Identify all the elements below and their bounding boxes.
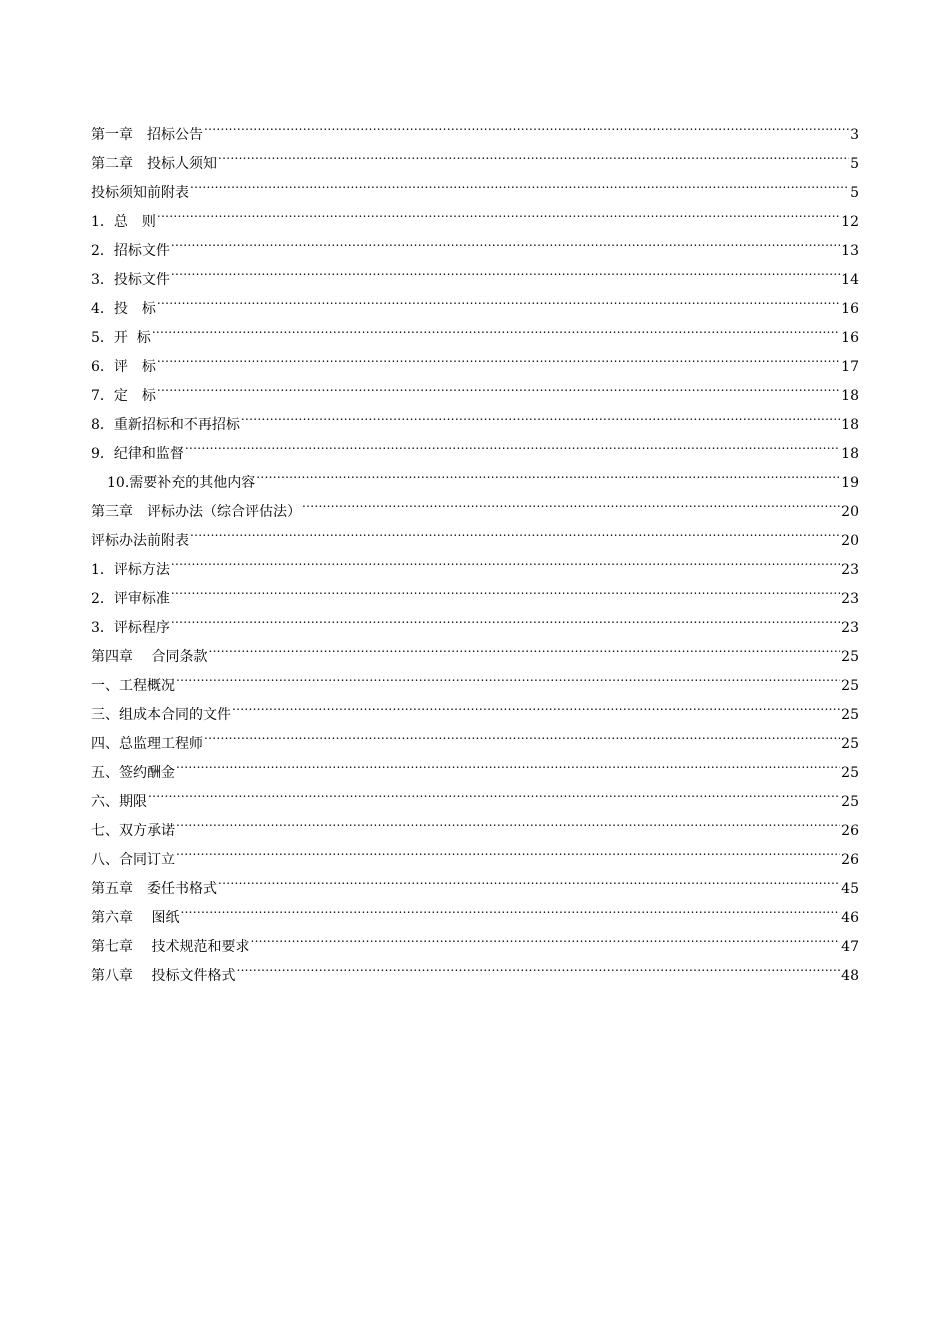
toc-entry[interactable]: [91, 806, 859, 839]
toc-entry[interactable]: [91, 342, 859, 375]
toc-entry[interactable]: [91, 284, 859, 317]
toc-entry-title: 5．开 标: [91, 330, 151, 346]
toc-dot-leader: [190, 516, 840, 545]
toc-entry[interactable]: [91, 168, 859, 201]
toc-entry-page: 25: [841, 649, 859, 665]
toc-entry[interactable]: [91, 603, 859, 636]
toc-entry[interactable]: [91, 661, 859, 694]
toc-entry[interactable]: [91, 400, 859, 433]
toc-entry[interactable]: [91, 922, 859, 955]
toc-dot-leader: [250, 922, 840, 951]
toc-dot-leader: [176, 806, 840, 835]
table-of-contents: [91, 110, 859, 984]
toc-entry-page: 3: [850, 127, 859, 143]
toc-entry[interactable]: [91, 632, 859, 665]
toc-dot-leader: [171, 545, 840, 574]
toc-dot-leader: [171, 574, 840, 603]
toc-entry[interactable]: [91, 893, 859, 926]
toc-entry-page: 5: [850, 156, 859, 172]
toc-entry[interactable]: [91, 835, 859, 868]
toc-entry-page: 25: [841, 707, 859, 723]
toc-dot-leader: [180, 893, 840, 922]
toc-entry-title: 4．投 标: [91, 301, 156, 317]
toc-entry[interactable]: [91, 139, 859, 172]
toc-entry-title: 7．定 标: [91, 388, 156, 404]
toc-dot-leader: [236, 951, 840, 980]
toc-dot-leader: [171, 255, 840, 284]
toc-entry-title: 第五章 委任书格式: [91, 881, 217, 897]
toc-dot-leader: [171, 603, 840, 632]
toc-entry[interactable]: [91, 371, 859, 404]
toc-entry-title: 第四章 合同条款: [91, 649, 208, 665]
toc-entry-page: 25: [841, 765, 859, 781]
toc-dot-leader: [204, 110, 849, 139]
toc-entry[interactable]: [91, 313, 859, 346]
toc-entry-page: 20: [841, 504, 859, 520]
toc-entry-title: 第六章 图纸: [91, 910, 180, 926]
toc-dot-leader: [204, 719, 840, 748]
toc-entry-title: 第八章 投标文件格式: [91, 968, 236, 984]
toc-entry[interactable]: [91, 748, 859, 781]
toc-dot-leader: [208, 632, 840, 661]
toc-entry-title: 10.需要补充的其他内容: [107, 475, 256, 491]
toc-dot-leader: [232, 690, 840, 719]
toc-entry[interactable]: [91, 777, 859, 810]
toc-entry-title: 七、双方承诺: [91, 823, 175, 839]
toc-entry-page: 19: [841, 475, 859, 491]
toc-entry-page: 46: [841, 910, 859, 926]
toc-entry-title: 评标办法前附表: [91, 533, 189, 549]
toc-entry-page: 25: [841, 794, 859, 810]
toc-dot-leader: [190, 168, 849, 197]
toc-entry-page: 18: [841, 417, 859, 433]
toc-entry-page: 47: [841, 939, 859, 955]
toc-entry[interactable]: [91, 545, 859, 578]
toc-dot-leader: [171, 226, 840, 255]
toc-entry-page: 13: [841, 243, 859, 259]
toc-entry-title: 投标须知前附表: [91, 185, 189, 201]
toc-entry-title: 2．评审标准: [91, 591, 170, 607]
toc-entry-title: 六、期限: [91, 794, 147, 810]
toc-entry[interactable]: [91, 110, 859, 143]
toc-entry-page: 23: [841, 562, 859, 578]
toc-dot-leader: [256, 458, 840, 487]
toc-entry[interactable]: [91, 516, 859, 549]
toc-entry-page: 26: [841, 852, 859, 868]
toc-entry-page: 16: [841, 301, 859, 317]
toc-dot-leader: [176, 835, 840, 864]
toc-entry-page: 48: [841, 968, 859, 984]
toc-entry-title: 9．纪律和监督: [91, 446, 184, 462]
toc-entry[interactable]: [91, 458, 859, 491]
toc-entry-page: 25: [841, 678, 859, 694]
toc-dot-leader: [241, 400, 840, 429]
toc-entry[interactable]: [91, 226, 859, 259]
toc-entry-title: 四、总监理工程师: [91, 736, 203, 752]
toc-entry-page: 18: [841, 446, 859, 462]
toc-entry-title: 2．招标文件: [91, 243, 170, 259]
toc-entry-title: 1．评标方法: [91, 562, 170, 578]
toc-entry-title: 五、签约酬金: [91, 765, 175, 781]
toc-dot-leader: [152, 313, 840, 342]
toc-entry-page: 5: [850, 185, 859, 201]
toc-entry-title: 第七章 技术规范和要求: [91, 939, 250, 955]
toc-entry-title: 第一章 招标公告: [91, 127, 203, 143]
toc-dot-leader: [218, 139, 849, 168]
toc-entry-title: 1．总 则: [91, 214, 156, 230]
toc-dot-leader: [157, 284, 840, 313]
toc-entry[interactable]: [91, 255, 859, 288]
toc-entry-title: 第二章 投标人须知: [91, 156, 217, 172]
toc-entry-page: 12: [841, 214, 859, 230]
toc-entry-page: 20: [841, 533, 859, 549]
toc-entry-page: 26: [841, 823, 859, 839]
toc-dot-leader: [157, 197, 840, 226]
toc-entry[interactable]: [91, 574, 859, 607]
toc-dot-leader: [185, 429, 840, 458]
toc-dot-leader: [148, 777, 840, 806]
toc-entry-page: 25: [841, 736, 859, 752]
toc-entry-page: 23: [841, 620, 859, 636]
toc-dot-leader: [157, 342, 840, 371]
toc-entry-title: 第三章 评标办法（综合评估法）: [91, 504, 301, 520]
toc-dot-leader: [176, 748, 840, 777]
toc-entry-page: 16: [841, 330, 859, 346]
toc-entry-title: 8．重新招标和不再招标: [91, 417, 240, 433]
toc-entry-title: 3．投标文件: [91, 272, 170, 288]
toc-entry[interactable]: [91, 690, 859, 723]
toc-entry[interactable]: [91, 197, 859, 230]
toc-entry-title: 三、组成本合同的文件: [91, 707, 231, 723]
toc-entry[interactable]: [91, 719, 859, 752]
toc-entry-title: 3．评标程序: [91, 620, 170, 636]
toc-entry-page: 14: [841, 272, 859, 288]
toc-entry-title: 八、合同订立: [91, 852, 175, 868]
toc-entry[interactable]: [91, 864, 859, 897]
toc-dot-leader: [157, 371, 840, 400]
toc-dot-leader: [176, 661, 840, 690]
toc-entry-page: 18: [841, 388, 859, 404]
toc-entry-page: 45: [841, 881, 859, 897]
toc-dot-leader: [302, 487, 840, 516]
toc-entry-page: 17: [841, 359, 859, 375]
toc-dot-leader: [218, 864, 840, 893]
toc-entry-title: 6．评 标: [91, 359, 156, 375]
toc-entry[interactable]: [91, 429, 859, 462]
toc-entry-page: 23: [841, 591, 859, 607]
toc-entry-title: 一、工程概况: [91, 678, 175, 694]
